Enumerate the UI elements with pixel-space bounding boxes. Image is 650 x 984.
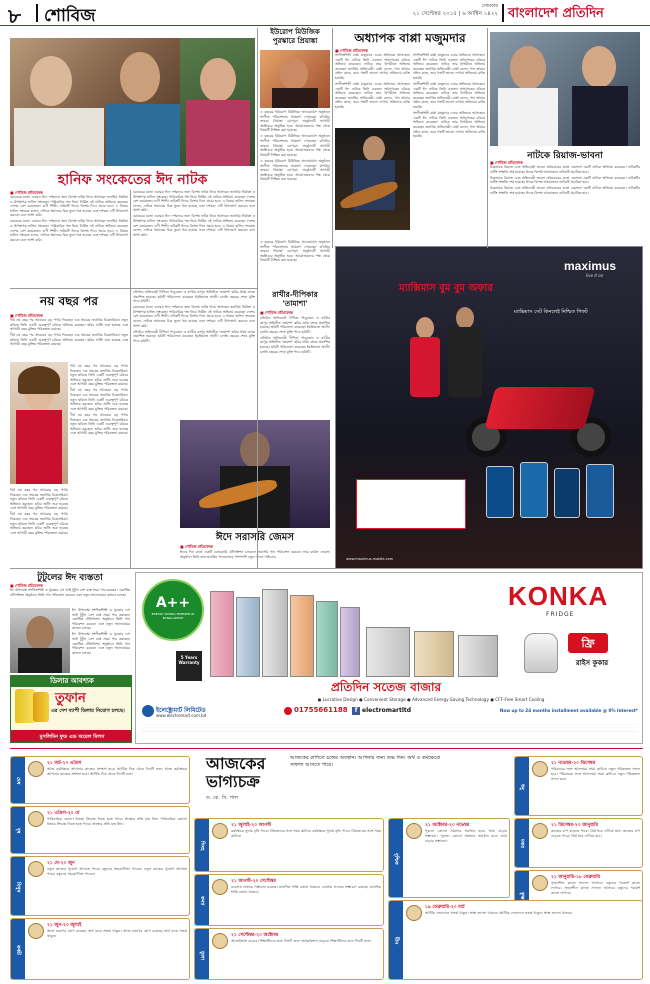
sign-name: মিথুন bbox=[11, 857, 25, 916]
zodiac-icon bbox=[212, 933, 228, 949]
column-rule bbox=[332, 28, 333, 248]
james-photo bbox=[180, 420, 330, 528]
warranty-badge bbox=[176, 651, 202, 681]
rabbi-headline: রাখীর-দীপিকার 'তামাশা' bbox=[272, 290, 318, 308]
installment-note: Now up to 24 months installment available @ 0% Interest* bbox=[499, 708, 638, 713]
sign-name: কর্কট bbox=[11, 919, 25, 980]
byline: ■ শোবিজ প্রতিবেদক bbox=[260, 310, 293, 315]
sign-dates: ২১ মার্চ-২০ এপ্রিল bbox=[47, 761, 82, 766]
electromart-phone[interactable]: 01755661188 bbox=[294, 706, 348, 714]
konka-product: FRIDGE bbox=[546, 611, 575, 618]
sign-name: তুলা bbox=[195, 929, 209, 980]
horoscope-title: আজকের ভাগ্যচক্র bbox=[206, 754, 266, 791]
sign-text: পারিবারিক কোনো বিষয়ে সিদ্ধান্ত নিতে হতে পারে। স্বাস্থ্যের প্রতি যত্ন নিন। পারিবারিক কোনো বিষয়ে সিদ্ধান্ত নিতে হতে পারে। স্বাস্থ্যের প্রতি যত্ন নিন। bbox=[47, 817, 187, 826]
sign-name: বৃশ্চিক bbox=[389, 819, 403, 898]
sign-name: ধনু bbox=[515, 757, 529, 816]
zodiac-icon bbox=[28, 923, 44, 939]
masthead bbox=[0, 0, 650, 26]
dealer-ad[interactable] bbox=[10, 675, 132, 743]
sign-dates: ২১ আগস্ট-২০ সেপ্টেম্বর bbox=[231, 879, 276, 884]
byline: ■ শোবিজ প্রতিবেদক bbox=[335, 48, 368, 53]
sign-name: মকর bbox=[515, 819, 529, 868]
horoscope-sign bbox=[194, 928, 384, 980]
james-headline: ঈদে সরাসরি জেমস bbox=[216, 532, 294, 543]
horoscope-sign bbox=[10, 756, 190, 804]
horoscope-sign bbox=[514, 756, 643, 816]
sign-dates: ২১ অক্টোবর-২০ নভেম্বর bbox=[425, 823, 470, 828]
horoscope-sign bbox=[194, 818, 384, 872]
fridge-row bbox=[210, 587, 500, 679]
sign-dates: ২১ নভেম্বর-২০ ডিসেম্বর bbox=[551, 761, 596, 766]
sign-dates: ২১ জানুয়ারি-১৮ ফেব্রুয়ারি bbox=[551, 875, 600, 880]
sign-dates: ১৯ ফেব্রুয়ারি-২০ মার্চ bbox=[425, 905, 465, 910]
model-woman bbox=[406, 317, 444, 417]
zodiac-icon bbox=[532, 761, 548, 777]
zodiac-icon bbox=[406, 905, 422, 921]
byline: ■ শোবিজ প্রতিবেদক bbox=[10, 583, 43, 588]
horoscope-sign bbox=[388, 900, 643, 980]
offer-box bbox=[356, 479, 466, 529]
paper-name: বাংলাদেশ প্রতিদিন bbox=[508, 6, 604, 21]
energy-rating: A++ bbox=[155, 595, 191, 611]
maximus-logo: maximus bbox=[564, 259, 617, 273]
sign-text: আজ ভ্রমণের যোগ রয়েছে। অর্থ ব্যয়ে সতর্ক থাকুন। আজ ভ্রমণের যোগ রয়েছে। অর্থ ব্যয়ে সতর্ক থাকুন। bbox=[47, 929, 187, 938]
tutul-body: ঈদ উপলক্ষে সংগীতশিল্পী ও সুরকার এস আই টুটুল বেশ ব্যস্ত সময় পার করছেন। একাধিক টেলিভিশন অনুষ্ঠানে তিনি গান পরিবেশন করবেন এবং নতুন অ্যালবামের কাজও চলছে। bbox=[10, 588, 130, 597]
maximus-offer: ম্যাক্সিমাস সেট কিনলেই নিশ্চিত গিফট bbox=[514, 309, 588, 315]
column-rule bbox=[487, 28, 488, 248]
sign-name: কন্যা bbox=[195, 875, 209, 926]
sign-text: আর্থিক লেনদেনে সতর্ক থাকুন। স্বাস্থ্য ভালো থাকবে। আর্থিক লেনদেনে সতর্ক থাকুন। স্বাস্থ্য ভালো থাকবে। bbox=[425, 911, 573, 915]
rice-cooker bbox=[524, 633, 558, 673]
riaz-photo bbox=[490, 32, 640, 146]
showroom-list bbox=[142, 721, 638, 743]
byline: ■ শোবিজ প্রতিবেদক bbox=[490, 160, 523, 165]
dealer-company: মুসলিমিন ফুড এন্ড অয়েল মিলস bbox=[11, 730, 132, 743]
warranty-text: 5 Years Warranty bbox=[178, 655, 200, 665]
maximus-ad[interactable] bbox=[335, 246, 643, 569]
sign-text: ব্যবসায় লাভের সম্ভাবনা রয়েছে। মানসিক শান্তি বজায় থাকবে। ব্যবসায় লাভের সম্ভাবনা রয়েছে। মানসিক শান্তি বজায় থাকবে। bbox=[231, 885, 381, 894]
sign-name: কুম্ভ bbox=[515, 871, 529, 920]
tutul-body-2: ঈদ উপলক্ষে সংগীতশিল্পী ও সুরকার এস আই টুটুল বেশ ব্যস্ত সময় পার করছেন। একাধিক টেলিভিশন অনুষ্ঠানে তিনি গান পরিবেশন করবেন এবং নতুন অ্যালবামের কাজও চলছে। ঈদ উপলক্ষে সংগীতশিল্পী ও সুরকার এস আই টুটুল বেশ ব্যস্ত সময় পার করছেন। একাধিক টেলিভিশন অনুষ্ঠানে তিনি গান পরিবেশন করবেন এবং নতুন অ্যালবামের কাজও চলছে। bbox=[72, 608, 130, 655]
europe-body: এ বছরের ইউরোপ মিউজিক অ্যাওয়ার্ডস অনুষ্ঠানে সংগীত পরিবেশনার আমন্ত্রণ পেয়েছেন বলিউড তারকা প্রিয়াঙ্কা চোপড়া। অনুষ্ঠানটি আগামী অক্টোবরে অনুষ্ঠিত হবে। আয়োজকদের পক্ষ থেকে বিষয়টি নিশ্চিত করা হয়েছে। এ বছরের ইউরোপ মিউজিক অ্যাওয়ার্ডস অনুষ্ঠানে সংগীত পরিবেশনার আমন্ত্রণ পেয়েছেন বলিউড তারকা প্রিয়াঙ্কা চোপড়া। অনুষ্ঠানটি আগামী অক্টোবরে অনুষ্ঠিত হবে। আয়োজকদের পক্ষ থেকে বিষয়টি নিশ্চিত করা হয়েছে। এ বছরের ইউরোপ মিউজিক অ্যাওয়ার্ডস অনুষ্ঠানে সংগীত পরিবেশনার আমন্ত্রণ পেয়েছেন বলিউড তারকা প্রিয়াঙ্কা চোপড়া। অনুষ্ঠানটি আগামী অক্টোবরে অনুষ্ঠিত হবে। আয়োজকদের পক্ষ থেকে বিষয়টি নিশ্চিত করা হয়েছে। bbox=[260, 110, 330, 182]
electromart-website[interactable]: www.electromart.com.bd bbox=[156, 713, 207, 718]
date: ২১ সেপ্টেম্বর ২০১৫ | ৬ আশ্বিন ১৪২২ bbox=[412, 11, 498, 17]
byline: ■ শোবিজ প্রতিবেদক bbox=[10, 190, 43, 195]
sign-dates: ২১ জুলাই-২০ আগস্ট bbox=[231, 823, 272, 828]
noy-body: দীর্ঘ নয় বছর পর আবারও বড় পর্দায় ফিরছেন এক সময়ের জনপ্রিয় চিত্রনায়িকা। নতুন ছবিতে তিনি একটি গুরুত্বপূর্ণ চরিত্রে অভিনয় করছেন। ছবির শুটিং শুরু হয়েছে এবং আগামী বছর মুক্তির পরিকল্পনা রয়েছে। দীর্ঘ নয় বছর পর আবারও বড় পর্দায় ফিরছেন এক সময়ের জনপ্রিয় চিত্রনায়িকা। নতুন ছবিতে তিনি একটি গুরুত্বপূর্ণ চরিত্রে অভিনয় করছেন। ছবির শুটিং শুরু হয়েছে এবং আগামী বছর মুক্তির পরিকল্পনা রয়েছে। bbox=[10, 318, 128, 347]
middle-body: বলিউড অভিনেত্রী দীপিকা পাড়ুকোন ও রণবীর কাপুর অভিনীত 'তামাশা' ছবির প্রথম ঝলক প্রকাশিত হয়েছে। ছবিটি পরিচালনা করেছেন ইমতিয়াজ আলী। চলতি বছরের শেষে মুক্তি পাবে ছবিটি। বরাবরের মতো এবারও ঈদে দর্শকদের জন্য বিশেষ নাটক নিয়ে আসছেন জনপ্রিয় নির্মাতা ও উপস্থাপক হানিফ সংকেত। পারিবারিক গল্প নিয়ে নির্মিত এই নাটকে অভিনয় করেছেন দেশের বেশ কয়েকজন গুণী শিল্পী। নাটকটি ঈদের বিশেষ দিনে প্রচার হবে। এ বিষয়ে হানিফ সংকেত বলেন, নাটকে সমাজের চিত্র তুলে ধরা হয়েছে এবং দর্শকরা এটি উপভোগ করবেন বলে আশা করি। বলিউড অভিনেত্রী দীপিকা পাড়ুকোন ও রণবীর কাপুর অভিনীত 'তামাশা' ছবির প্রথম ঝলক প্রকাশিত হয়েছে। ছবিটি পরিচালনা করেছেন ইমতিয়াজ আলী। চলতি বছরের শেষে মুক্তি পাবে ছবিটি। bbox=[133, 290, 255, 343]
electromart-logo bbox=[142, 705, 154, 717]
horoscope-sign bbox=[10, 806, 190, 854]
free-label: ফ্রি bbox=[581, 637, 595, 650]
hanif-photo bbox=[10, 38, 180, 166]
zodiac-icon bbox=[406, 823, 422, 839]
maximus-tagline: live it on bbox=[586, 273, 604, 278]
horoscope-sign bbox=[10, 918, 190, 980]
bappa-body-2: সংগীতশিল্পী বাপ্পা মজুমদার এবার অভিনয়ে আসছেন। একটি ঈদ নাটকে তিনি একজন অধ্যাপকের চরিত্রে অভিনয় করেছেন। নাটকে তার বিপরীতে অভিনয় করেছেন জনপ্রিয় অভিনেত্রী। বাপ্পা বলেন, গান আমার প্রধান কাজ, তবে গল্পটি ভালো লাগায় অভিনয়ে রাজি হয়েছি। সংগীতশিল্পী বাপ্পা মজুমদার এবার অভিনয়ে আসছেন। একটি ঈদ নাটকে তিনি একজন অধ্যাপকের চরিত্রে অভিনয় করেছেন। নাটকে তার বিপরীতে অভিনয় করেছেন জনপ্রিয় অভিনেত্রী। বাপ্পা বলেন, গান আমার প্রধান কাজ, তবে গল্পটি ভালো লাগায় অভিনয়ে রাজি হয়েছি। সংগীতশিল্পী বাপ্পা মজুমদার এবার অভিনয়ে আসছেন। একটি ঈদ নাটকে তিনি একজন অধ্যাপকের চরিত্রে অভিনয় করেছেন। নাটকে তার বিপরীতে অভিনয় করেছেন জনপ্রিয় অভিনেত্রী। বাপ্পা বলেন, গান আমার প্রধান কাজ, তবে গল্পটি ভালো লাগায় অভিনয়ে রাজি হয়েছি। bbox=[413, 53, 485, 139]
horoscope-sign bbox=[388, 818, 510, 898]
bappa-headline: অধ্যাপক বাপ্পা মজুমদার bbox=[354, 31, 466, 45]
zodiac-icon bbox=[212, 823, 228, 839]
tutul-headline: টুটুলের ঈদ ব্যস্ততা bbox=[37, 573, 103, 583]
dealer-brand: তুফান bbox=[55, 691, 86, 706]
konka-slogan: প্রতিদিন সতেজ বাজার bbox=[330, 680, 442, 694]
sign-name: মীন bbox=[389, 901, 403, 980]
hanif-body-2: বরাবরের মতো এবারও ঈদে দর্শকদের জন্য বিশেষ নাটক নিয়ে আসছেন জনপ্রিয় নির্মাতা ও উপস্থাপক হানিফ সংকেত। পারিবারিক গল্প নিয়ে নির্মিত এই নাটকে অভিনয় করেছেন দেশের বেশ কয়েকজন গুণী শিল্পী। নাটকটি ঈদের বিশেষ দিনে প্রচার হবে। এ বিষয়ে হানিফ সংকেত বলেন, নাটকে সমাজের চিত্র তুলে ধরা হয়েছে এবং দর্শকরা এটি উপভোগ করবেন বলে আশা করি। বরাবরের মতো এবারও ঈদে দর্শকদের জন্য বিশেষ নাটক নিয়ে আসছেন জনপ্রিয় নির্মাতা ও উপস্থাপক হানিফ সংকেত। পারিবারিক গল্প নিয়ে নির্মিত এই নাটকে অভিনয় করেছেন দেশের বেশ কয়েকজন গুণী শিল্পী। নাটকটি ঈদের বিশেষ দিনে প্রচার হবে। এ বিষয়ে হানিফ সংকেত বলেন, নাটকে সমাজের চিত্র তুলে ধরা হয়েছে এবং দর্শকরা এটি উপভোগ করবেন বলে আশা করি। bbox=[133, 190, 255, 237]
sign-dates: ২১ জুন-২০ জুলাই bbox=[47, 923, 82, 928]
page-number: ৮ bbox=[8, 4, 21, 28]
free-badge bbox=[568, 633, 608, 653]
row-rule bbox=[10, 288, 257, 289]
hanif-photo-2 bbox=[180, 38, 255, 166]
sign-text: কর্মক্ষেত্রে সুনাম বৃদ্ধি পাবে। প্রিয়জনের সঙ্গে সময় কাটবে। কর্মক্ষেত্রে সুনাম বৃদ্ধি পাবে। প্রিয়জনের সঙ্গে সময় কাটবে। bbox=[231, 829, 381, 838]
sign-name: বৃষ bbox=[11, 807, 25, 854]
row-rule bbox=[10, 568, 643, 569]
dealer-title: ডিলার আবশ্যক bbox=[11, 676, 132, 687]
byline: ■ শোবিজ প্রতিবেদক bbox=[180, 544, 213, 549]
natoke-body: চিত্রনায়ক রিয়াজ এবং অভিনেত্রী ভাবনা প্রথমবারের মতো একসঙ্গে একটি নাটকে অভিনয় করেছেন। নাটকটির শুটিং সম্প্রতি শেষ হয়েছে। ঈদের বিশেষ আয়োজনে নাটকটি প্রচারিত হবে। চিত্রনায়ক রিয়াজ এবং অভিনেত্রী ভাবনা প্রথমবারের মতো একসঙ্গে একটি নাটকে অভিনয় করেছেন। নাটকটির শুটিং সম্প্রতি শেষ হয়েছে। ঈদের বিশেষ আয়োজনে নাটকটি প্রচারিত হবে। চিত্রনায়ক রিয়াজ এবং অভিনেত্রী ভাবনা প্রথমবারের মতো একসঙ্গে একটি নাটকে অভিনয় করেছেন। নাটকটির শুটিং সম্প্রতি শেষ হয়েছে। ঈদের বিশেষ আয়োজনে নাটকটি প্রচারিত হবে। bbox=[490, 165, 640, 195]
horoscope-sign bbox=[10, 856, 190, 916]
sign-text: পুরনো কোনো সমস্যার সমাধান হবে। আয় বাড়ার সম্ভাবনা। পুরনো কোনো সমস্যার সমাধান হবে। আয় বাড়ার সম্ভাবনা। bbox=[425, 829, 507, 843]
sign-text: কাজের চাপ বাড়তে পারে। ধৈর্য ধরে এগিয়ে যান। কাজের চাপ বাড়তে পারে। ধৈর্য ধরে এগিয়ে যান। bbox=[551, 829, 640, 838]
zodiac-icon bbox=[28, 761, 44, 777]
zodiac-icon bbox=[28, 811, 44, 827]
divider bbox=[36, 4, 38, 22]
zodiac-icon bbox=[532, 823, 548, 839]
bappa-body: সংগীতশিল্পী বাপ্পা মজুমদার এবার অভিনয়ে আসছেন। একটি ঈদ নাটকে তিনি একজন অধ্যাপকের চরিত্রে অভিনয় করেছেন। নাটকে তার বিপরীতে অভিনয় করেছেন জনপ্রিয় অভিনেত্রী। বাপ্পা বলেন, গান আমার প্রধান কাজ, তবে গল্পটি ভালো লাগায় অভিনয়ে রাজি হয়েছি। সংগীতশিল্পী বাপ্পা মজুমদার এবার অভিনয়ে আসছেন। একটি ঈদ নাটকে তিনি একজন অধ্যাপকের চরিত্রে অভিনয় করেছেন। নাটকে তার বিপরীতে অভিনয় করেছেন জনপ্রিয় অভিনেত্রী। বাপ্পা বলেন, গান আমার প্রধান কাজ, তবে গল্পটি ভালো লাগায় অভিনয়ে রাজি হয়েছি। bbox=[335, 53, 410, 110]
hanif-headline: হানিফ সংকেতের ঈদ নাটক bbox=[57, 172, 208, 188]
energy-badge bbox=[142, 579, 204, 641]
sign-text: আত্মবিশ্বাস বাড়বে। শিক্ষার্থীদের জন্য দিনটি শুভ। আত্মবিশ্বাস বাড়বে। শিক্ষার্থীদের জন্য দিনটি শুভ। bbox=[231, 939, 372, 943]
horoscope-intro: আজকের রাশিতে চন্দ্রের অবস্থান। আপনার জন্য শুভ দিন। অর্থ ও কর্মক্ষেত্রে সাফল্য আসতে পারে। bbox=[290, 755, 440, 768]
free-item: রাইস কুকার bbox=[575, 659, 609, 667]
hanif-body: বরাবরের মতো এবারও ঈদে দর্শকদের জন্য বিশেষ নাটক নিয়ে আসছেন জনপ্রিয় নির্মাতা ও উপস্থাপক হানিফ সংকেত। পারিবারিক গল্প নিয়ে নির্মিত এই নাটকে অভিনয় করেছেন দেশের বেশ কয়েকজন গুণী শিল্পী। নাটকটি ঈদের বিশেষ দিনে প্রচার হবে। এ বিষয়ে হানিফ সংকেত বলেন, নাটকে সমাজের চিত্র তুলে ধরা হয়েছে এবং দর্শকরা এটি উপভোগ করবেন বলে আশা করি। বরাবরের মতো এবারও ঈদে দর্শকদের জন্য বিশেষ নাটক নিয়ে আসছেন জনপ্রিয় নির্মাতা ও উপস্থাপক হানিফ সংকেত। পারিবারিক গল্প নিয়ে নির্মিত এই নাটকে অভিনয় করেছেন দেশের বেশ কয়েকজন গুণী শিল্পী। নাটকটি ঈদের বিশেষ দিনে প্রচার হবে। এ বিষয়ে হানিফ সংকেত বলেন, নাটকে সমাজের চিত্র তুলে ধরা হয়েছে এবং দর্শকরা এটি উপভোগ করবেন বলে আশা করি। bbox=[10, 195, 128, 242]
zodiac-icon bbox=[532, 875, 548, 891]
oil-bottle-2 bbox=[33, 692, 49, 722]
zodiac-icon bbox=[28, 861, 44, 877]
noy-body-2: দীর্ঘ নয় বছর পর আবারও বড় পর্দায় ফিরছেন এক সময়ের জনপ্রিয় চিত্রনায়িকা। নতুন ছবিতে তিনি একটি গুরুত্বপূর্ণ চরিত্রে অভিনয় করছেন। ছবির শুটিং শুরু হয়েছে এবং আগামী বছর মুক্তির পরিকল্পনা রয়েছে। দীর্ঘ নয় বছর পর আবারও বড় পর্দায় ফিরছেন এক সময়ের জনপ্রিয় চিত্রনায়িকা। নতুন ছবিতে তিনি একটি গুরুত্বপূর্ণ চরিত্রে অভিনয় করছেন। ছবির শুটিং শুরু হয়েছে এবং আগামী বছর মুক্তির পরিকল্পনা রয়েছে। দীর্ঘ নয় বছর পর আবারও বড় পর্দায় ফিরছেন এক সময়ের জনপ্রিয় চিত্রনায়িকা। নতুন ছবিতে তিনি একটি গুরুত্বপূর্ণ চরিত্রে অভিনয় করছেন। ছবির শুটিং শুরু হয়েছে এবং আগামী বছর মুক্তির পরিকল্পনা রয়েছে। bbox=[70, 364, 128, 436]
sign-text: সৃজনশীল কাজে সাফল্য আসবে। বন্ধুদের পরামর্শ কাজে লাগবে। সৃজনশীল কাজে সাফল্য আসবে। বন্ধুদের পরামর্শ কাজে লাগবে। bbox=[551, 881, 640, 895]
sign-text: নতুন কাজের সুযোগ আসতে পারে। বন্ধুদের সহযোগিতা পাবেন। নতুন কাজের সুযোগ আসতে পারে। বন্ধুদের সহযোগিতা পাবেন। bbox=[47, 867, 187, 876]
sign-dates: ২১ মে-২০ জুন bbox=[47, 861, 75, 866]
horoscope-sign bbox=[194, 874, 384, 926]
rabbi-body: বলিউড অভিনেত্রী দীপিকা পাড়ুকোন ও রণবীর কাপুর অভিনীত 'তামাশা' ছবির প্রথম ঝলক প্রকাশিত হয়েছে। ছবিটি পরিচালনা করেছেন ইমতিয়াজ আলী। চলতি বছরের শেষে মুক্তি পাবে ছবিটি। বলিউড অভিনেত্রী দীপিকা পাড়ুকোন ও রণবীর কাপুর অভিনীত 'তামাশা' ছবির প্রথম ঝলক প্রকাশিত হয়েছে। ছবিটি পরিচালনা করেছেন ইমতিয়াজ আলী। চলতি বছরের শেষে মুক্তি পাবে ছবিটি। bbox=[260, 316, 330, 354]
tutul-photo bbox=[10, 608, 70, 673]
maximus-website[interactable]: www.maximus-mobile.com bbox=[346, 557, 394, 561]
divider bbox=[502, 4, 504, 22]
noy-body-3: দীর্ঘ নয় বছর পর আবারও বড় পর্দায় ফিরছেন এক সময়ের জনপ্রিয় চিত্রনায়িকা। নতুন ছবিতে তিনি একটি গুরুত্বপূর্ণ চরিত্রে অভিনয় করছেন। ছবির শুটিং শুরু হয়েছে এবং আগামী বছর মুক্তির পরিকল্পনা রয়েছে। দীর্ঘ নয় বছর পর আবারও বড় পর্দায় ফিরছেন এক সময়ের জনপ্রিয় চিত্রনায়িকা। নতুন ছবিতে তিনি একটি গুরুত্বপূর্ণ চরিত্রে অভিনয় করছেন। ছবির শুটিং শুরু হয়েছে এবং আগামী বছর মুক্তির পরিকল্পনা রয়েছে। bbox=[10, 488, 68, 535]
james-body: ঈদের দিন রাতে একটি বেসরকারি টেলিভিশন চ্যানেলে সরাসরি গান পরিবেশন করবেন নগর বাউল জেমস। অনুষ্ঠানে তিনি তার জনপ্রিয় গানগুলোর পাশাপাশি নতুন গানও গাইবেন। bbox=[180, 550, 330, 559]
zodiac-icon bbox=[212, 879, 228, 895]
sign-dates: ২১ সেপ্টেম্বর-২০ অক্টোবর bbox=[231, 933, 279, 938]
noy-headline: নয় বছর পর bbox=[40, 294, 98, 308]
sign-dates: ২১ এপ্রিল-২০ মে bbox=[47, 811, 80, 816]
sign-text: পরিবারের সঙ্গে আনন্দময় সময় কাটবে। নতুন পরিকল্পনা সফল হবে। পরিবারের সঙ্গে আনন্দময় সময় কাটবে। নতুন পরিকল্পনা সফল হবে। bbox=[551, 767, 640, 781]
energy-rating-sub: ENERGY RATING FREEZER IN BANGLADESH bbox=[151, 612, 195, 620]
sign-name: মেষ bbox=[11, 757, 25, 804]
phone-icon bbox=[284, 707, 292, 715]
horoscope-sign bbox=[514, 818, 643, 868]
column-rule bbox=[257, 28, 258, 568]
actress-photo bbox=[10, 362, 68, 484]
priyanka-photo bbox=[260, 50, 330, 108]
motorbike bbox=[466, 367, 616, 457]
date-day: সোমবার bbox=[481, 3, 498, 9]
bappa-photo bbox=[335, 128, 410, 230]
natoke-headline: নাটকে রিয়াজ-ভাবনা bbox=[527, 151, 603, 161]
sign-text: আজ কর্মক্ষেত্রে আপনার কাজের প্রশংসা হবে। আর্থিক দিক থেকে দিনটি শুভ। আজ কর্মক্ষেত্রে আপনার কাজের প্রশংসা হবে। আর্থিক দিক থেকে দিনটি শুভ। bbox=[47, 767, 187, 776]
facebook-icon: f bbox=[352, 707, 360, 715]
dealer-subtitle: এর দেশ ব্যাপী ডিলার নিয়োগ চলছে। bbox=[51, 708, 125, 714]
column-rule bbox=[130, 190, 131, 568]
section-title: শোবিজ bbox=[44, 6, 96, 26]
europe-headline: ইউরোপ মিউজিক পুরস্কারে প্রিয়াঙ্কা bbox=[270, 27, 320, 45]
sign-name: সিংহ bbox=[195, 819, 209, 872]
konka-logo: KONKA bbox=[508, 581, 609, 611]
electromart-facebook[interactable]: electromartltd bbox=[362, 707, 412, 714]
sign-dates: ২১ ডিসেম্বর-২০ জানুয়ারি bbox=[551, 823, 598, 828]
horoscope-author: ড. কে. সি. পাল bbox=[206, 795, 239, 801]
oil-bottle bbox=[15, 689, 35, 723]
konka-ad[interactable] bbox=[135, 572, 643, 744]
maximus-campaign: ম্যাক্সিমাস বুম বুম অফার bbox=[399, 283, 493, 294]
phones bbox=[486, 462, 626, 522]
byline: ■ শোবিজ প্রতিবেদক bbox=[10, 313, 43, 318]
electromart-company: ইলেক্ট্রোমার্ট লিমিটেড bbox=[156, 707, 206, 714]
konka-features: ● Lucrative Design ● Convenient Storage ● Advanced Energy Saving Technology ● CFF-Free Smart Cooling bbox=[317, 697, 545, 702]
europe-body-2: এ বছরের ইউরোপ মিউজিক অ্যাওয়ার্ডস অনুষ্ঠানে সংগীত পরিবেশনার আমন্ত্রণ পেয়েছেন বলিউড তারকা প্রিয়াঙ্কা চোপড়া। অনুষ্ঠানটি আগামী অক্টোবরে অনুষ্ঠিত হবে। আয়োজকদের পক্ষ থেকে বিষয়টি নিশ্চিত করা হয়েছে। bbox=[260, 240, 330, 263]
